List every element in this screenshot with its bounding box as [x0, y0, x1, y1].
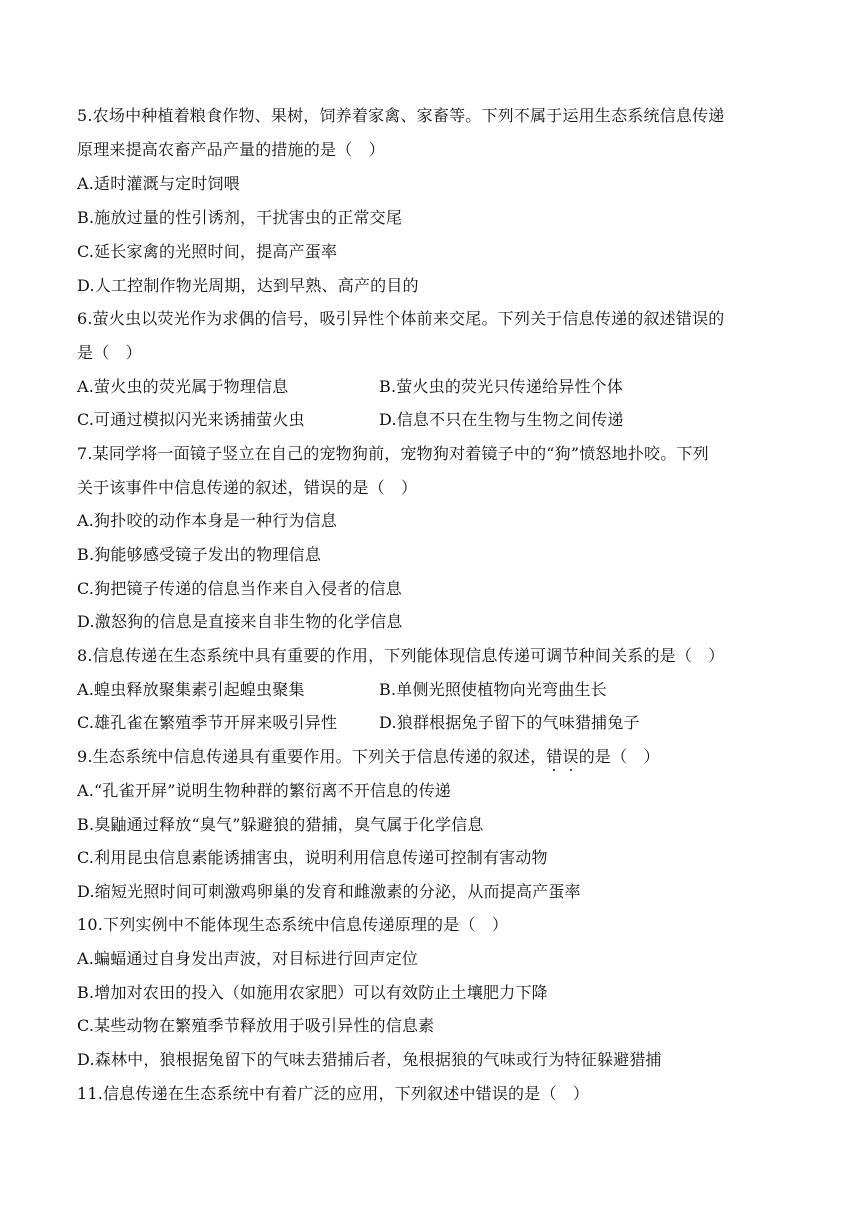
- q9-option-c: C.利用昆虫信息素能诱捕害虫，说明利用信息传递可控制有害动物: [77, 848, 548, 867]
- q10-option-c: C.某些动物在繁殖季节释放用于吸引异性的信息素: [77, 1016, 435, 1035]
- q10-stem-line-1: 10.下列实例中不能体现生态系统中信息传递原理的是（ ）: [77, 915, 509, 934]
- q6-stem-line-2: 是（ ）: [77, 343, 142, 362]
- q9-stem-line-1: [77, 747, 660, 767]
- q5-option-b: B.施放过量的性引诱剂，干扰害虫的正常交尾: [77, 208, 403, 227]
- q8-option-c: C.雄孔雀在繁殖季节开屏来吸引异性: [77, 713, 338, 732]
- q9-emphasis-char-1: 错: [546, 747, 563, 766]
- q8-stem-line-1: 8.信息传递在生态系统中具有重要的作用，下列能体现信息传递可调节种间关系的是（ ）: [77, 646, 725, 665]
- q9-option-d: D.缩短光照时间可刺激鸡卵巢的发育和雌激素的分泌，从而提高产蛋率: [77, 882, 581, 901]
- q7-stem-line-1: 7.某同学将一面镜子竖立在自己的宠物狗前，宠物狗对着镜子中的“狗”愤怒地扑咬。下列: [77, 444, 709, 463]
- q9-option-a: A.“孔雀开屏”说明生物种群的繁衍离不开信息的传递: [77, 781, 452, 800]
- q6-option-b: B.萤火虫的荧光只传递给异性个体: [379, 377, 624, 396]
- q7-stem-line-2: 关于该事件中信息传递的叙述，错误的是（ ）: [77, 478, 418, 497]
- q7-option-c: C.狗把镜子传递的信息当作来自入侵者的信息: [77, 579, 402, 598]
- q9-stem-prefix: 9.生态系统中信息传递具有重要作用。下列关于信息传递的叙述，: [77, 747, 547, 766]
- q5-option-a: A.适时灌溉与定时饲喂: [77, 174, 240, 193]
- q7-option-b: B.狗能够感受镜子发出的物理信息: [77, 545, 322, 564]
- q6-option-a: A.萤火虫的荧光属于物理信息: [77, 377, 289, 396]
- q10-option-d: D.森林中，狼根据兔留下的气味去猎捕后者，兔根据狼的气味或行为特征躲避猎捕: [77, 1050, 662, 1069]
- q8-option-a: A.蝗虫释放聚集素引起蝗虫聚集: [77, 680, 305, 699]
- q5-option-c: C.延长家禽的光照时间，提高产蛋率: [77, 242, 338, 261]
- q6-option-c: C.可通过模拟闪光来诱捕萤火虫: [77, 410, 305, 429]
- q11-stem-line-1: 11.信息传递在生态系统中有着广泛的应用，下列叙述中错误的是（ ）: [77, 1084, 590, 1103]
- q7-option-a: A.狗扑咬的动作本身是一种行为信息: [77, 511, 338, 530]
- q8-option-d: D.狼群根据兔子留下的气味猎捕兔子: [379, 713, 640, 732]
- q9-emphasis-char-2: 误: [562, 747, 579, 766]
- q10-option-a: A.蝙蝠通过自身发出声波，对目标进行回声定位: [77, 949, 419, 968]
- q5-option-d: D.人工控制作物光周期，达到早熟、高产的目的: [77, 276, 419, 295]
- q6-option-d: D.信息不只在生物与生物之间传递: [379, 410, 624, 429]
- q9-stem-suffix: 的是（ ）: [578, 747, 660, 766]
- q10-option-b: B.增加对农田的投入（如施用农家肥）可以有效防止土壤肥力下降: [77, 983, 548, 1002]
- q5-stem-line-1: 5.农场中种植着粮食作物、果树，饲养着家禽、家畜等。下列不属于运用生态系统信息传递: [77, 106, 725, 125]
- q8-option-b: B.单侧光照使植物向光弯曲生长: [379, 680, 607, 699]
- q5-stem-line-2: 原理来提高农畜产品产量的措施的是（ ）: [77, 140, 385, 159]
- q6-stem-line-1: 6.萤火虫以荧光作为求偶的信号，吸引异性个体前来交尾。下列关于信息传递的叙述错误的: [77, 309, 725, 328]
- q7-option-d: D.激怒狗的信息是直接来自非生物的化学信息: [77, 612, 403, 631]
- q9-option-b: B.臭鼬通过释放“臭气”躲避狼的猎捕，臭气属于化学信息: [77, 815, 484, 834]
